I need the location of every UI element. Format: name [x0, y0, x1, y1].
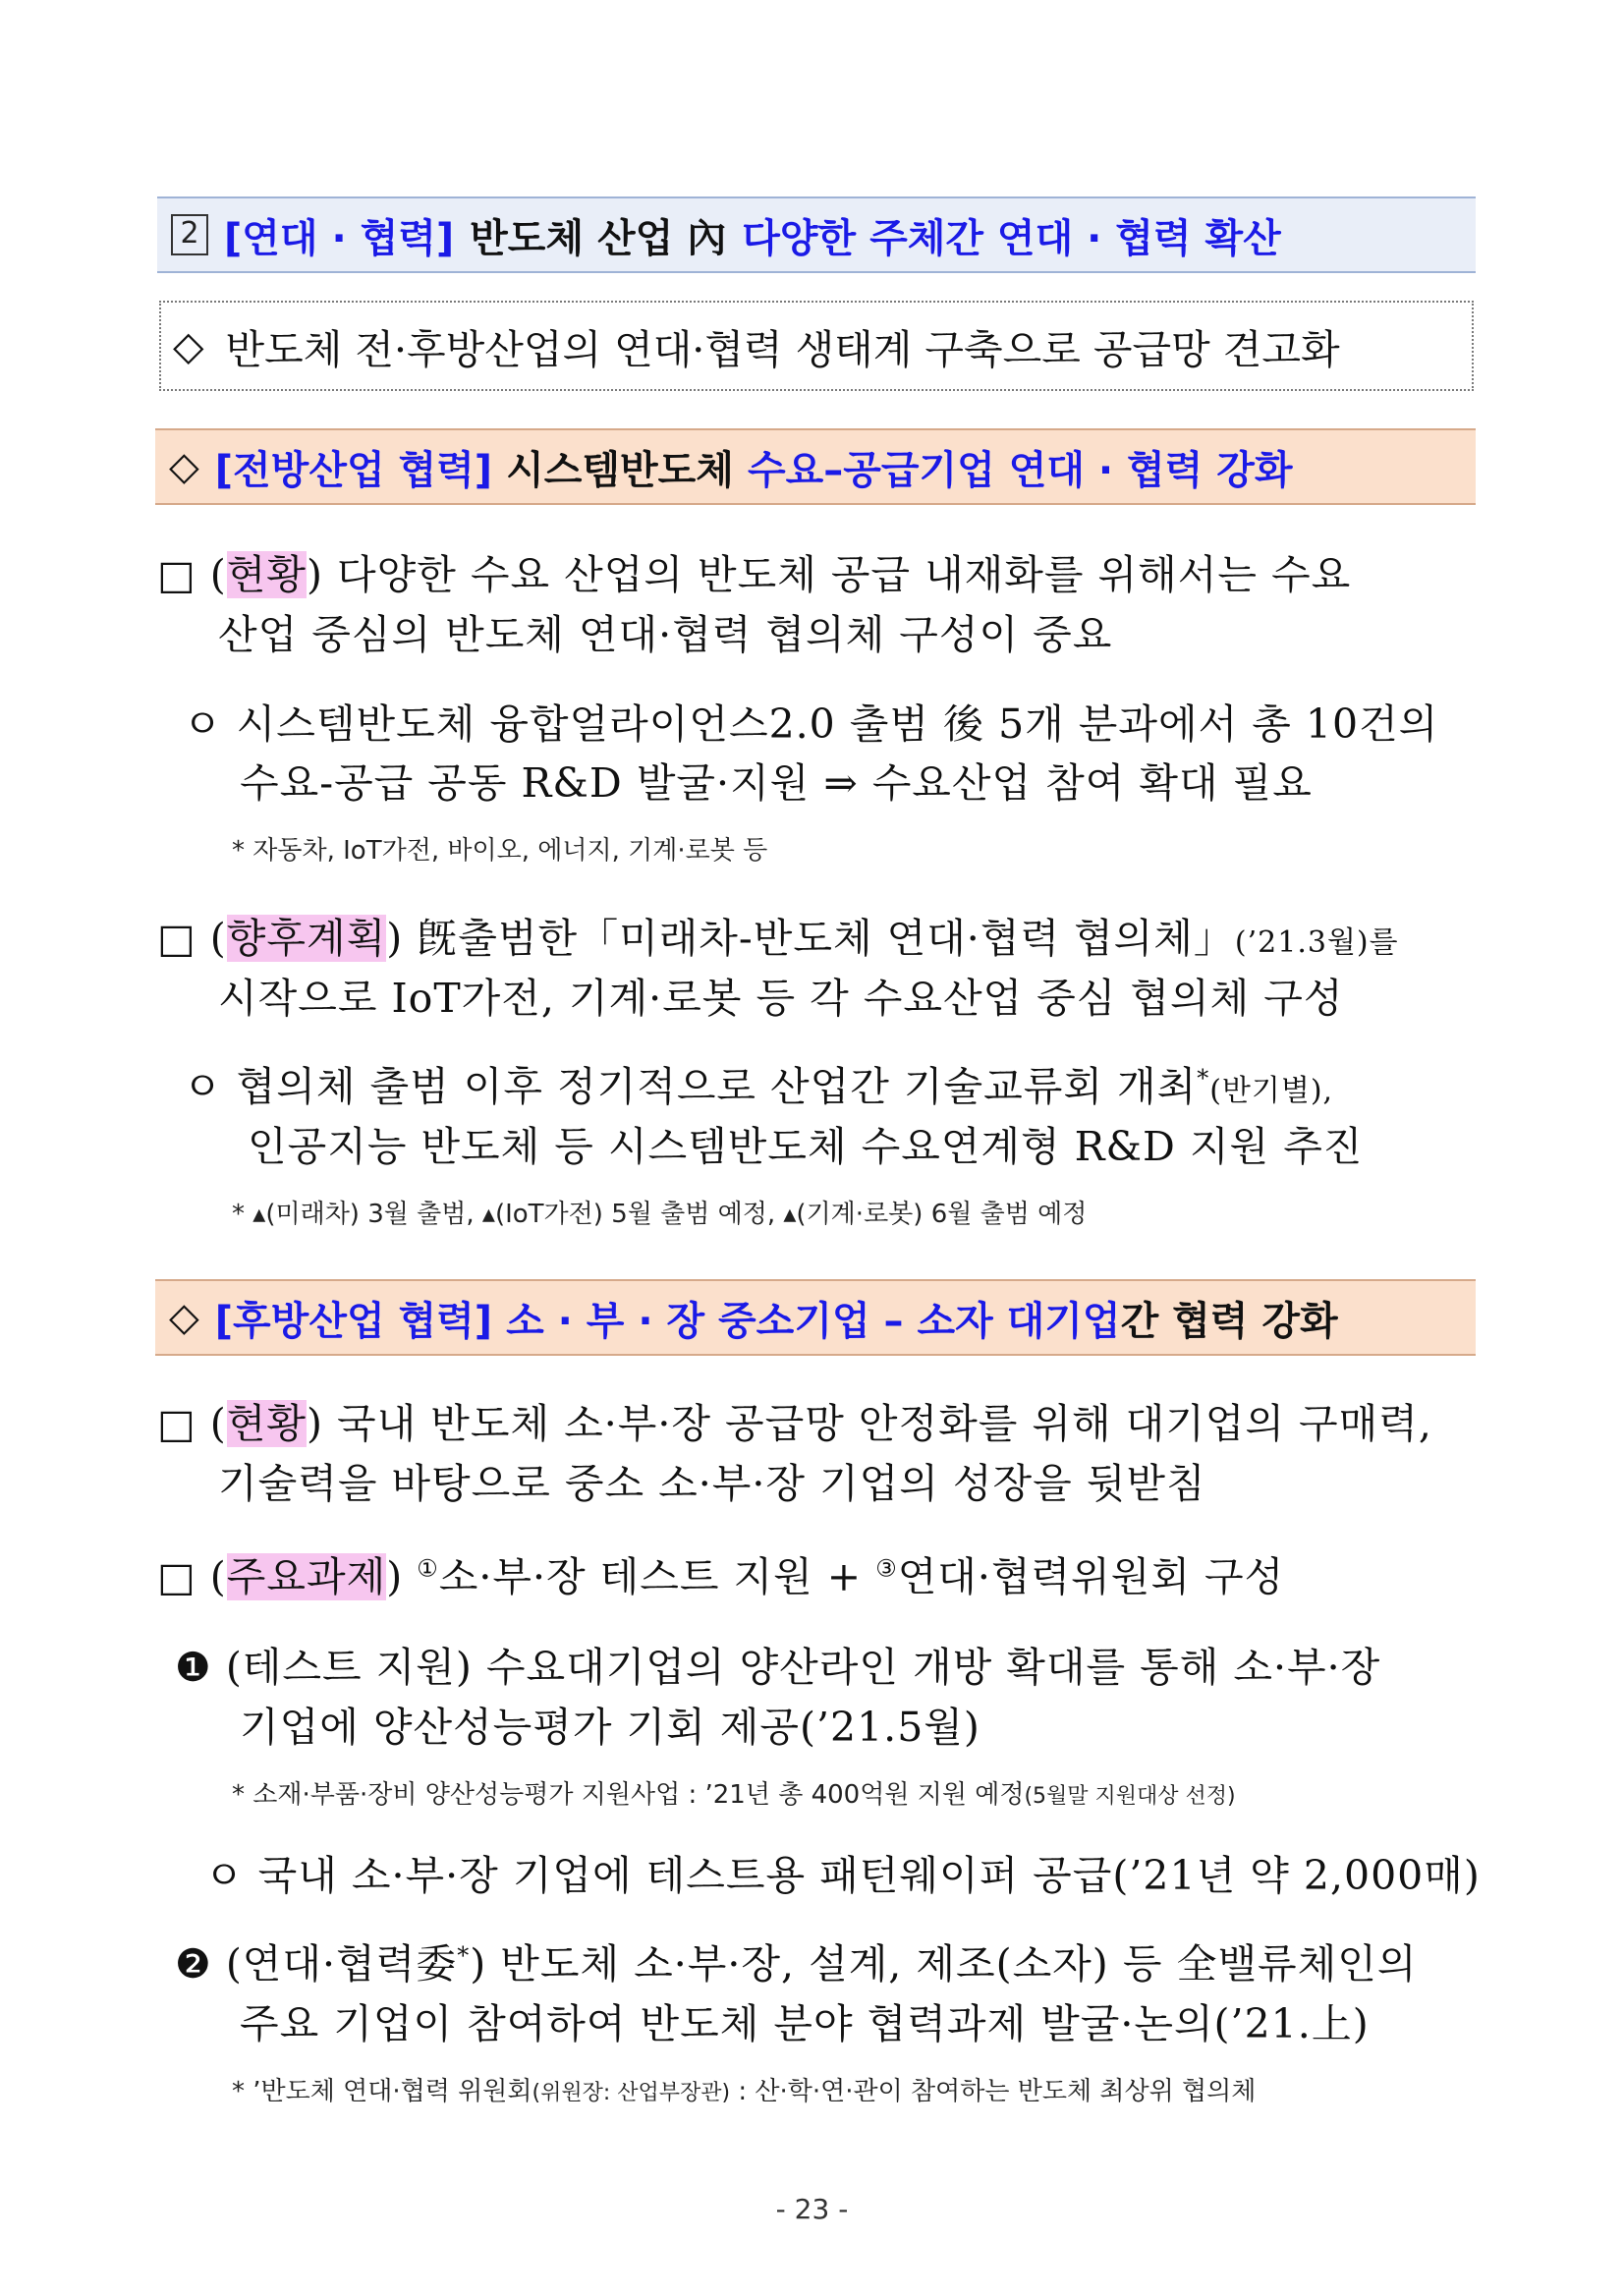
- item-text-rest: ) 반도체 소·부·장, 설계, 제조(소자) 등 全밸류체인의: [470, 1940, 1418, 1988]
- section-title-highlight: 다양한 주체간 연대 · 협력 확산: [742, 215, 1281, 261]
- page-number: - 23 -: [775, 2193, 849, 2225]
- footnote-small: (위원장: 산업부장관): [532, 2081, 731, 2105]
- bullet-mark: ㅇ: [183, 1063, 223, 1110]
- checkbox-mark: □: [157, 915, 196, 962]
- subheading-front-industry: [155, 428, 1476, 505]
- subheading-back-industry: [155, 1279, 1476, 1356]
- section-tag: [연대 · 협력]: [224, 215, 455, 261]
- label-tasks: 주요과제: [226, 1553, 387, 1600]
- label-status: 현황: [226, 1400, 307, 1447]
- bullet-suffix: (반기별),: [1209, 1074, 1334, 1108]
- diamond-icon: ◇: [169, 444, 199, 489]
- subheading-rest: 간 협력 강화: [1120, 1298, 1338, 1344]
- bullet-line1: [183, 1054, 1333, 1112]
- circled-number: ③: [875, 1554, 898, 1583]
- item-text: (테스트 지원) 수요대기업의 양산라인 개방 확대를 통해 소·부·장: [225, 1644, 1381, 1691]
- circled-number: ①: [417, 1554, 439, 1583]
- bullet-line2: 수요-공급 공동 R&D 발굴·지원 ⇒ 수요산업 참여 확대 필요: [240, 759, 1313, 807]
- footnote: [232, 1774, 1236, 1811]
- footnote: * ▴(미래차) 3월 출범, ▴(IoT가전) 5월 출범 예정, ▴(기계·로봇) 6월 출범 예정: [232, 1200, 1088, 1229]
- bullet-text: 국내 소·부·장 기업에 테스트용 패턴웨이퍼 공급(’21년 약 2,000매): [257, 1852, 1481, 1899]
- bullet-text: 시스템반도체 융합얼라이언스2.0 출범 後 5개 분과에서 총 10건의: [236, 700, 1439, 748]
- status-paragraph-line2: 산업 중심의 반도체 연대·협력 협의체 구성이 중요: [218, 611, 1113, 658]
- footnote-marker: *: [457, 1941, 471, 1970]
- section-title-middle: 반도체 산업 內: [470, 215, 727, 261]
- status-paragraph-line1: □ (현황) 국내 반도체 소·부·장 공급망 안정화를 위해 대기업의 구매력,: [157, 1400, 1432, 1447]
- bullet-text: 협의체 출범 이후 정기적으로 산업간 기술교류회 개최: [236, 1063, 1198, 1110]
- checkbox-mark: □: [157, 1553, 196, 1600]
- label-status: 현황: [226, 551, 307, 598]
- subheading-tag: [후방산업 협력]: [214, 1298, 493, 1344]
- footnote: * 자동차, IoT가전, 바이오, 에너지, 기계·로봇 등: [232, 836, 768, 866]
- section-number: 2: [171, 214, 208, 255]
- paragraph-text: 다양한 수요 산업의 반도체 공급 내재화를 위해서는 수요: [337, 551, 1352, 598]
- task-part2: 연대·협력위원회 구성: [897, 1553, 1285, 1600]
- diamond-icon: ◇: [169, 1295, 199, 1340]
- footnote: [232, 2071, 1256, 2107]
- subheading-highlight: 수요–공급기업 연대 · 협력 강화: [747, 447, 1293, 493]
- checkbox-mark: □: [157, 551, 196, 598]
- number-1-icon: ❶: [175, 1644, 212, 1691]
- item1-bullet: [204, 1843, 1481, 1901]
- footnote-small: (5월말 지원대상 선정): [1024, 1784, 1236, 1809]
- section-title-bar: [157, 196, 1476, 273]
- subheading-highlight: 소 · 부 · 장 중소기업 – 소자 대기업: [506, 1298, 1121, 1344]
- summary-box: [159, 301, 1474, 391]
- footnote-text: * 소재·부품·장비 양산성능평가 지원사업 : ’21년 총 400억원 지원 예정: [232, 1780, 1025, 1810]
- item1-line1: [175, 1635, 1380, 1693]
- summary-text: 반도체 전·후방산업의 연대·협력 생태계 구축으로 공급망 견고화: [225, 325, 1340, 373]
- label-plan: 향후계획: [226, 915, 387, 962]
- diamond-icon: ◇: [173, 322, 204, 369]
- number-2-icon: ❷: [175, 1940, 212, 1988]
- plan-paragraph-line1: □ (향후계획) 旣출범한「미래차-반도체 연대·협력 협의체」(’21.3월)를: [157, 915, 1399, 962]
- tasks-paragraph: □ (주요과제) ①소·부·장 테스트 지원 + ③연대·협력위원회 구성: [157, 1553, 1285, 1600]
- item-text: (연대·협력委: [225, 1940, 458, 1988]
- bullet-mark: ㅇ: [183, 700, 223, 748]
- bullet-line1: [183, 692, 1438, 750]
- bullet-line2: 인공지능 반도체 등 시스템반도체 수요연계형 R&D 지원 추진: [248, 1123, 1364, 1170]
- bullet-mark: ㅇ: [204, 1852, 245, 1899]
- checkbox-mark: □: [157, 1400, 196, 1447]
- status-paragraph-line1: □ (현황) 다양한 수요 산업의 반도체 공급 내재화를 위해서는 수요: [157, 551, 1352, 598]
- paragraph-text: 국내 반도체 소·부·장 공급망 안정화를 위해 대기업의 구매력,: [337, 1400, 1432, 1447]
- plan-paragraph-line2: 시작으로 IoT가전, 기계·로봇 등 각 수요산업 중심 협의체 구성: [218, 975, 1344, 1022]
- item1-line2: 기업에 양산성능평가 기회 제공(’21.5월): [240, 1704, 980, 1751]
- item2-line2: 주요 기업이 참여하여 반도체 분야 협력과제 발굴·논의(’21.上): [240, 2000, 1370, 2047]
- footnote-text: * ’반도체 연대·협력 위원회: [232, 2077, 532, 2106]
- status-paragraph-line2: 기술력을 바탕으로 중소 소·부·장 기업의 성장을 뒷받침: [218, 1460, 1206, 1507]
- subheading-tag: [전방산업 협력]: [214, 447, 493, 493]
- footnote-marker: *: [1197, 1064, 1210, 1092]
- task-part1: 소·부·장 테스트 지원 +: [438, 1553, 863, 1600]
- paragraph-date: (’21.3월)를: [1234, 925, 1399, 960]
- paragraph-text: 旣출범한「미래차-반도체 연대·협력 협의체」: [417, 915, 1235, 962]
- subheading-bold: 시스템반도체: [506, 447, 734, 493]
- item2-line1: [175, 1932, 1418, 1989]
- footnote-text-rest: : 산·학·연·관이 참여하는 반도체 최상위 협의체: [730, 2077, 1257, 2106]
